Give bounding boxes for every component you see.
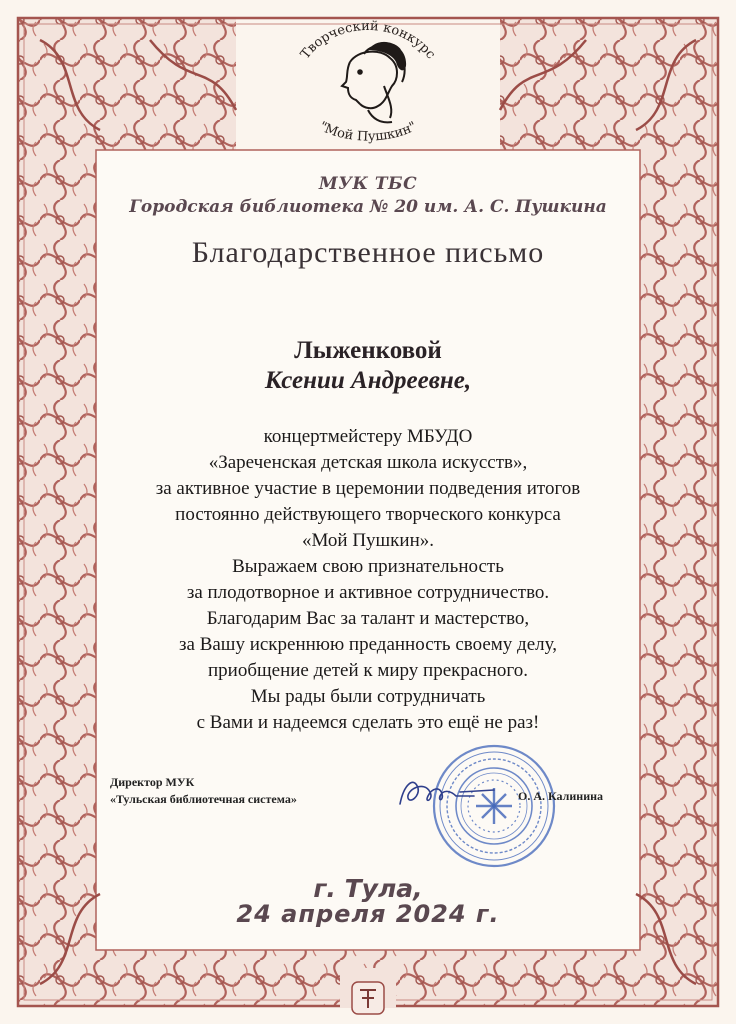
signatory-position bbox=[110, 774, 297, 808]
signatory-position-line1: Директор МУК bbox=[110, 775, 195, 789]
organization-abbr: МУК ТБС bbox=[318, 174, 418, 194]
library-monogram-icon bbox=[350, 980, 386, 1016]
body-line: Мы рады были сотрудничать bbox=[250, 686, 486, 707]
recipient-surname: Лыженковой bbox=[294, 337, 442, 364]
emblem-top-text: Творческий конкурс bbox=[297, 18, 439, 63]
organization-name: Городская библиотека № 20 им. А. С. Пушкина bbox=[129, 197, 607, 217]
recipient-block bbox=[0, 336, 736, 396]
body-line: Выражаем свою признательность bbox=[232, 556, 504, 577]
signatory-position-line2: «Тульская библиотечная система» bbox=[110, 792, 297, 806]
place: г. Тула, bbox=[313, 874, 423, 903]
issue-date: 24 апреля 2024 г. bbox=[236, 900, 500, 928]
letter-body bbox=[0, 424, 736, 736]
pushkin-emblem bbox=[268, 14, 468, 154]
body-line: Благодарим Вас за талант и мастерство, bbox=[206, 608, 530, 629]
body-line: концертмейстеру МБУДО bbox=[263, 426, 473, 447]
signatory-name: О. А. Калинина bbox=[518, 789, 604, 803]
document-title: Благодарственное письмо bbox=[191, 236, 545, 269]
body-line: за плодотворное и активное сотрудничество. bbox=[186, 582, 550, 603]
body-line: «Мой Пушкин». bbox=[301, 530, 434, 551]
body-line: приобщение детей к миру прекрасного. bbox=[208, 660, 528, 681]
body-line: постоянно действующего творческого конкурса bbox=[175, 504, 561, 525]
body-line: с Вами и надеемся сделать это ещё не раз! bbox=[196, 712, 540, 733]
body-line: за Вашу искреннюю преданность своему делу, bbox=[179, 634, 557, 655]
body-line: за активное участие в церемонии подведения итогов bbox=[155, 478, 581, 499]
handwritten-signature-icon bbox=[394, 770, 504, 814]
body-line: «Зареченская детская школа искусств», bbox=[208, 452, 528, 473]
recipient-name: Ксении Андреевне, bbox=[264, 367, 472, 394]
emblem-bottom-text: "Мой Пушкин" bbox=[316, 119, 420, 145]
